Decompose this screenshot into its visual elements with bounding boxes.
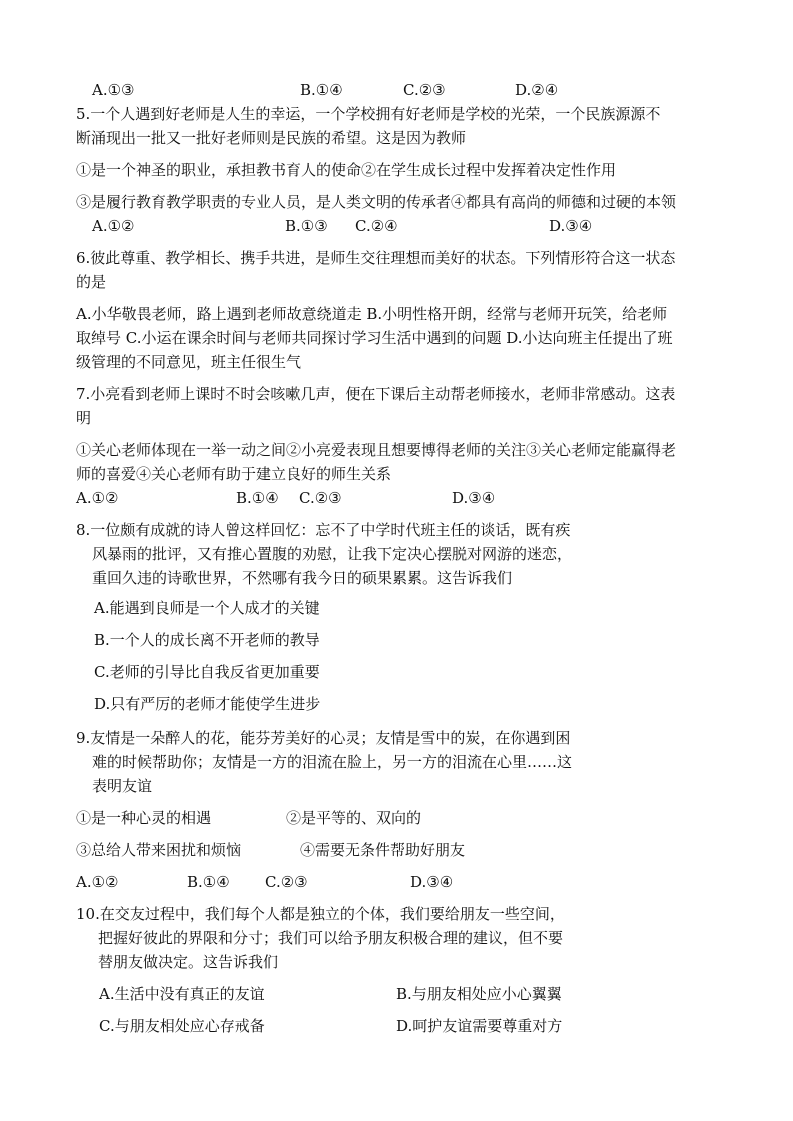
q5-statement-line-2: ③是履行教育教学职责的专业人员，是人类文明的传承者④都具有高尚的师德和过硬的本领: [76, 193, 677, 211]
q9-option-c: C.②③: [265, 873, 308, 891]
q6-options-line-2: 取绰号 C.小运在课余时间与老师共同探讨学习生活中遇到的问题 D.小达向班主任提出了班: [76, 329, 673, 347]
q9-statement-3: ③总给人带来困扰和烦恼: [76, 841, 242, 859]
q9-option-d: D.③④: [410, 873, 454, 891]
q9-stem-line-2: 难的时候帮助你；友情是一方的泪流在脸上，另一方的泪流在心里……这: [92, 753, 573, 771]
q4-option-a: A.①③: [92, 81, 135, 99]
q7-option-b: B.①④: [236, 489, 279, 507]
q9-option-b: B.①④: [187, 873, 230, 891]
q10-option-d: D.呵护友谊需要尊重对方: [396, 1017, 563, 1035]
q4-option-d: D.②④: [515, 81, 559, 99]
q4-option-c: C.②③: [403, 81, 446, 99]
q9-stem-line-1: 9.友情是一朵醉人的花，能芬芳美好的心灵；友情是雪中的炭，在你遇到困: [76, 729, 571, 747]
q5-stem-line-1: 5.一个人遇到好老师是人生的幸运，一个学校拥有好老师是学校的光荣，一个民族源源不: [76, 105, 661, 123]
q6-stem-line-1: 6.彼此尊重、教学相长、携手共进，是师生交往理想而美好的状态。下列情形符合这一状态: [76, 249, 676, 267]
q6-stem-line-2: 的是: [76, 273, 107, 291]
q5-option-d: D.③④: [549, 217, 593, 235]
q10-stem-line-2: 把握好彼此的界限和分寸；我们可以给予朋友积极合理的建议，但不要: [98, 929, 564, 947]
q6-options-line-3: 级管理的不同意见，班主任很生气: [76, 353, 302, 371]
q5-statement-line-1: ①是一个神圣的职业，承担教书育人的使命②在学生成长过程中发挥着决定性作用: [76, 161, 617, 179]
q9-statement-2: ②是平等的、双向的: [286, 809, 422, 827]
q7-option-d: D.③④: [452, 489, 496, 507]
q6-options-line-1: A.小华敬畏老师，路上遇到老师故意绕道走 B.小明性格开朗，经常与老师开玩笑，给老师: [76, 305, 668, 323]
q8-stem-line-1: 8.一位颇有成就的诗人曾这样回忆：忘不了中学时代班主任的谈话，既有疾: [76, 521, 571, 539]
q10-stem-line-3: 替朋友做决定。这告诉我们: [98, 953, 279, 971]
q7-option-a: A.①②: [76, 489, 119, 507]
q9-statement-4: ④需要无条件帮助好朋友: [300, 841, 466, 859]
q10-option-b: B.与朋友相处应小心翼翼: [396, 985, 562, 1003]
q5-stem-line-2: 断涌现出一批又一批好老师则是民族的希望。这是因为教师: [76, 129, 467, 147]
q8-option-d: D.只有严厉的老师才能使学生进步: [94, 695, 321, 713]
q7-statement-line-1: ①关心老师体现在一举一动之间②小亮爱表现且想要博得老师的关注③关心老师定能赢得老: [76, 441, 677, 459]
q9-option-a: A.①②: [76, 873, 119, 891]
q5-option-c: C.②④: [355, 217, 398, 235]
q9-statement-1: ①是一种心灵的相遇: [76, 809, 212, 827]
q8-stem-line-2: 风暴雨的批评，又有推心置腹的劝慰，让我下定决心摆脱对网游的迷恋，: [92, 545, 573, 563]
q10-stem-line-1: 10.在交友过程中，我们每个人都是独立的个体，我们要给朋友一些空间，: [76, 905, 565, 923]
q9-stem-line-3: 表明友谊: [92, 777, 153, 795]
q10-option-a: A.生活中没有真正的友谊: [99, 985, 265, 1003]
q5-option-b: B.①③: [285, 217, 328, 235]
q8-option-a: A.能遇到良师是一个人成才的关键: [94, 599, 320, 617]
q7-option-c: C.②③: [299, 489, 342, 507]
q8-stem-line-3: 重回久违的诗歌世界，不然哪有我今日的硕果累累。这告诉我们: [92, 569, 513, 587]
q4-option-b: B.①④: [300, 81, 343, 99]
q10-option-c: C.与朋友相处应心存戒备: [99, 1017, 265, 1035]
q7-statement-line-2: 师的喜爱④关心老师有助于建立良好的师生关系: [76, 465, 392, 483]
q7-stem-line-1: 7.小亮看到老师上课时不时会咳嗽几声，便在下课后主动帮老师接水，老师非常感动。这表: [76, 385, 676, 403]
q8-option-b: B.一个人的成长离不开老师的教导: [94, 631, 320, 649]
q5-option-a: A.①②: [92, 217, 135, 235]
q8-option-c: C.老师的引导比自我反省更加重要: [94, 663, 320, 681]
q7-stem-line-2: 明: [76, 409, 92, 427]
